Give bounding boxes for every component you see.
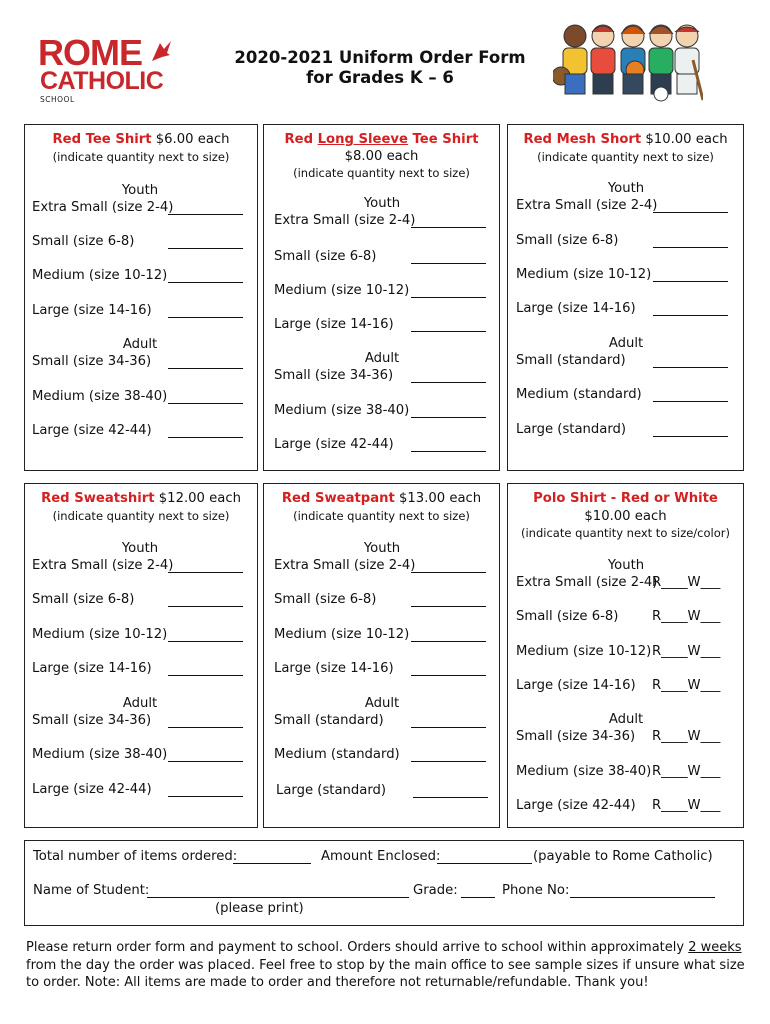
longsleeve-price: $8.00 each — [344, 149, 419, 164]
longsleeve-size-label: Medium (size 10-12) — [274, 283, 410, 298]
mesh-adult-label: Adult — [608, 336, 644, 351]
polo-color-qty-am[interactable]: R____W___ — [652, 764, 721, 779]
tee-adult-label: Adult — [122, 337, 158, 352]
tee-qty-al[interactable] — [168, 437, 243, 438]
mesh-qty-l[interactable] — [653, 315, 728, 316]
longsleeve-qty-m[interactable] — [411, 297, 486, 298]
sweatpant-size-label: Large (standard) — [276, 783, 387, 798]
mesh-qty-al[interactable] — [653, 436, 728, 437]
longsleeve-youth-label: Youth — [363, 196, 401, 211]
longsleeve-qty-as[interactable] — [411, 382, 486, 383]
mesh-short-box — [507, 124, 744, 471]
sweatpant-qty-m[interactable] — [411, 641, 486, 642]
polo-note: (indicate quantity next to size/color) — [521, 526, 730, 540]
page-title — [200, 48, 560, 88]
longsleeve-qty-al[interactable] — [411, 451, 486, 452]
sweatshirt-qty-m[interactable] — [168, 641, 243, 642]
mesh-size-label: Large (standard) — [516, 422, 627, 437]
sweatshirt-qty-l[interactable] — [168, 675, 243, 676]
tee-qty-as[interactable] — [168, 368, 243, 369]
sweatpant-size-label: Large (size 14-16) — [274, 661, 394, 676]
sweatpant-header — [264, 490, 499, 507]
polo-color-qty-s[interactable]: R____W___ — [652, 609, 721, 624]
please-print-note: (please print) — [215, 901, 304, 916]
longsleeve-qty-am[interactable] — [411, 417, 486, 418]
polo-size-label: Medium (size 38-40) — [516, 764, 652, 779]
mesh-header — [508, 131, 743, 148]
mesh-youth-label: Youth — [607, 181, 645, 196]
total-items-label: Total number of items ordered: — [33, 849, 238, 864]
sweatshirt-qty-xs[interactable] — [168, 572, 243, 573]
polo-size-label: Small (size 6-8) — [516, 609, 619, 624]
amount-enclosed-field[interactable] — [437, 863, 532, 864]
sweatpant-qty-xs[interactable] — [411, 572, 486, 573]
longsleeve-note: (indicate quantity next to size) — [293, 166, 470, 180]
sweatshirt-size-label: Medium (size 10-12) — [32, 627, 168, 642]
longsleeve-size-label: Small (size 6-8) — [274, 249, 377, 264]
mesh-note: (indicate quantity next to size) — [537, 150, 714, 164]
sweatshirt-youth-label: Youth — [121, 541, 159, 556]
polo-price: $10.00 each — [584, 509, 667, 524]
student-name-label: Name of Student: — [33, 883, 150, 898]
sweatshirt-size-label: Large (size 14-16) — [32, 661, 152, 676]
polo-youth-label: Youth — [607, 558, 645, 573]
school-logo — [38, 32, 168, 104]
tee-size-label: Extra Small (size 2-4) — [32, 200, 174, 215]
eagle-icon — [150, 39, 172, 65]
longsleeve-size-label: Extra Small (size 2-4) — [274, 213, 416, 228]
polo-size-label: Medium (size 10-12) — [516, 644, 652, 659]
kids-illustration — [553, 20, 703, 102]
tee-qty-xs[interactable] — [168, 214, 243, 215]
total-items-field[interactable] — [233, 863, 311, 864]
logo-line3: SCHOOL — [40, 95, 75, 104]
mesh-size-label: Small (size 6-8) — [516, 233, 619, 248]
polo-adult-label: Adult — [608, 712, 644, 727]
sweatpant-youth-label: Youth — [363, 541, 401, 556]
title-line2: for Grades K – 6 — [306, 68, 454, 87]
footer-text-a: Please return order form and payment to school. Orders should arrive to school within approximately — [26, 940, 689, 955]
phone-field[interactable] — [570, 897, 715, 898]
sweatshirt-size-label: Large (size 42-44) — [32, 782, 152, 797]
polo-color-qty-as[interactable]: R____W___ — [652, 729, 721, 744]
mesh-size-label: Large (size 14-16) — [516, 301, 636, 316]
footer-text-c: from the day the order was placed. Feel free to stop by the main office to see sample sizes if unsure what size to order. Note: All items are made to order and therefore not returnable/refundable. Thank you! — [26, 957, 745, 990]
tee-note: (indicate quantity next to size) — [52, 150, 230, 164]
longsleeve-qty-xs[interactable] — [411, 227, 486, 228]
polo-size-label: Large (size 14-16) — [516, 678, 636, 693]
sweatshirt-header — [25, 490, 257, 507]
tee-size-label: Small (size 34-36) — [32, 354, 152, 369]
logo-line2: CATHOLIC — [40, 67, 164, 95]
polo-color-qty-al[interactable]: R____W___ — [652, 798, 721, 813]
longsleeve-size-label: Medium (size 38-40) — [274, 403, 410, 418]
longsleeve-qty-l[interactable] — [411, 331, 486, 332]
sweatpant-qty-s[interactable] — [411, 606, 486, 607]
mesh-size-label: Small (standard) — [516, 353, 626, 368]
title-line1: 2020-2021 Uniform Order Form — [234, 48, 526, 67]
tee-youth-label: Youth — [121, 183, 159, 198]
sweatshirt-qty-as[interactable] — [168, 727, 243, 728]
tee-qty-l[interactable] — [168, 317, 243, 318]
tee-size-label: Medium (size 10-12) — [32, 268, 168, 283]
tee-size-label: Large (size 42-44) — [32, 423, 152, 438]
longsleeve-adult-label: Adult — [364, 351, 400, 366]
polo-size-label: Large (size 42-44) — [516, 798, 636, 813]
tee-qty-m[interactable] — [168, 282, 243, 283]
longsleeve-name-c: Tee Shirt — [407, 132, 479, 147]
longsleeve-qty-s[interactable] — [411, 263, 486, 264]
sweatshirt-name: Red Sweatshirt — [41, 491, 155, 506]
mesh-size-label: Extra Small (size 2-4) — [516, 198, 658, 213]
polo-name: Polo Shirt - Red or White — [533, 491, 718, 506]
order-info-box — [24, 840, 744, 926]
polo-color-qty-xs[interactable]: R____W___ — [652, 575, 721, 590]
sweatshirt-size-label: Extra Small (size 2-4) — [32, 558, 174, 573]
mesh-qty-s[interactable] — [653, 247, 728, 248]
long-sleeve-box — [263, 124, 500, 471]
longsleeve-name-b: Long Sleeve — [317, 132, 408, 147]
sweatpant-size-label: Medium (size 10-12) — [274, 627, 410, 642]
tee-header — [25, 131, 257, 148]
sweatshirt-note: (indicate quantity next to size) — [52, 509, 230, 523]
grade-field[interactable] — [461, 897, 495, 898]
polo-size-label: Small (size 34-36) — [516, 729, 636, 744]
polo-color-qty-l[interactable]: R____W___ — [652, 678, 721, 693]
sweatpant-price: $13.00 each — [399, 491, 482, 506]
sweatpant-note: (indicate quantity next to size) — [293, 509, 470, 523]
mesh-size-label: Medium (size 10-12) — [516, 267, 652, 282]
longsleeve-size-label: Small (size 34-36) — [274, 368, 394, 383]
sweatshirt-qty-al[interactable] — [168, 796, 243, 797]
footer-instructions — [26, 939, 746, 992]
mesh-price: $10.00 each — [645, 132, 728, 147]
payable-note: (payable to Rome Catholic) — [533, 849, 713, 864]
sweatshirt-size-label: Small (size 6-8) — [32, 592, 135, 607]
sweatpant-size-label: Medium (standard) — [274, 747, 400, 762]
student-name-field[interactable] — [147, 897, 409, 898]
mesh-size-label: Medium (standard) — [516, 387, 642, 402]
logo-line1: ROME — [38, 32, 142, 73]
sweatshirt-adult-label: Adult — [122, 696, 158, 711]
sweatpant-qty-as[interactable] — [411, 727, 486, 728]
sweatpant-adult-label: Adult — [364, 696, 400, 711]
sweatpant-qty-al[interactable] — [413, 797, 488, 798]
tee-size-label: Small (size 6-8) — [32, 234, 135, 249]
polo-shirt-box — [507, 483, 744, 828]
sweatpant-size-label: Extra Small (size 2-4) — [274, 558, 416, 573]
mesh-qty-as[interactable] — [653, 367, 728, 368]
polo-color-qty-m[interactable]: R____W___ — [652, 644, 721, 659]
sweatpant-size-label: Small (size 6-8) — [274, 592, 377, 607]
amount-enclosed-label: Amount Enclosed: — [321, 849, 441, 864]
polo-size-label: Extra Small (size 2-4) — [516, 575, 658, 590]
mesh-name: Red Mesh Short — [523, 132, 642, 147]
tee-name: Red Tee Shirt — [52, 132, 152, 147]
longsleeve-header — [264, 131, 499, 148]
mesh-qty-xs[interactable] — [653, 212, 728, 213]
tee-qty-am[interactable] — [168, 403, 243, 404]
sweatpant-box — [263, 483, 500, 828]
longsleeve-size-label: Large (size 14-16) — [274, 317, 394, 332]
sweatpant-qty-l[interactable] — [411, 675, 486, 676]
tee-price: $6.00 each — [155, 132, 230, 147]
tee-size-label: Large (size 14-16) — [32, 303, 152, 318]
tee-size-label: Medium (size 38-40) — [32, 389, 168, 404]
mesh-qty-m[interactable] — [653, 281, 728, 282]
sweatshirt-size-label: Medium (size 38-40) — [32, 747, 168, 762]
sweatpant-qty-am[interactable] — [411, 761, 486, 762]
grade-label: Grade: — [413, 883, 458, 898]
phone-label: Phone No: — [502, 883, 570, 898]
tee-qty-s[interactable] — [168, 248, 243, 249]
sweatshirt-size-label: Small (size 34-36) — [32, 713, 152, 728]
sweatshirt-qty-am[interactable] — [168, 761, 243, 762]
sweatpant-size-label: Small (standard) — [274, 713, 384, 728]
mesh-qty-am[interactable] — [653, 401, 728, 402]
longsleeve-size-label: Large (size 42-44) — [274, 437, 394, 452]
sweatshirt-qty-s[interactable] — [168, 606, 243, 607]
sweatshirt-price: $12.00 each — [158, 491, 241, 506]
tee-shirt-box — [24, 124, 258, 471]
sweatshirt-box — [24, 483, 258, 828]
longsleeve-name-a: Red — [284, 132, 318, 147]
sweatpant-name: Red Sweatpant — [281, 491, 395, 506]
footer-text-b: 2 weeks — [688, 940, 742, 955]
